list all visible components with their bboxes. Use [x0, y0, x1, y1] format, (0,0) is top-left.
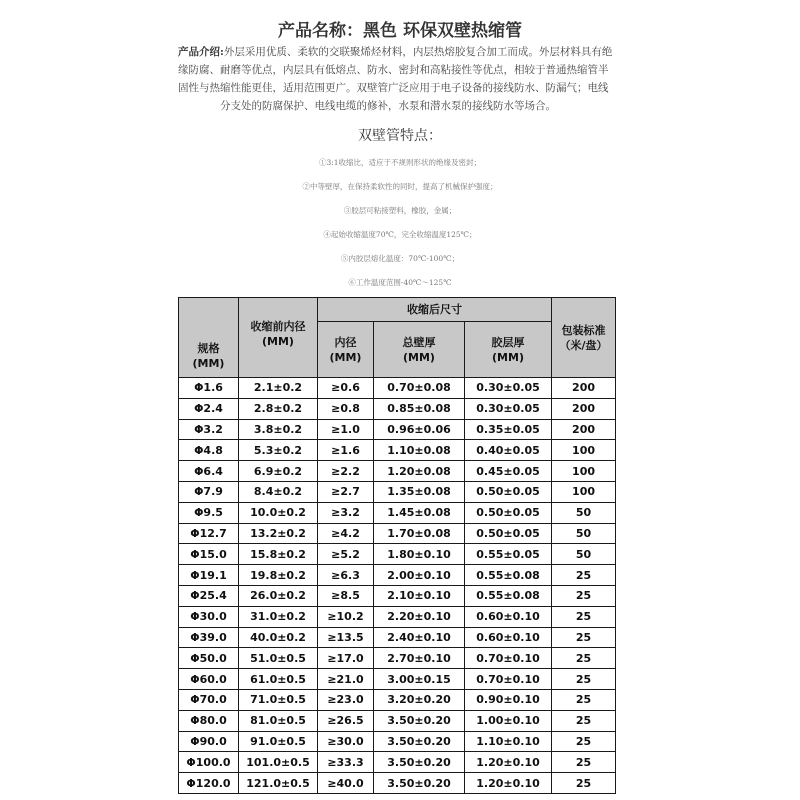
cell-spec: Φ120.0 [179, 773, 239, 794]
cell-wall: 2.20±0.10 [374, 606, 465, 627]
cell-spec: Φ2.4 [179, 398, 239, 419]
cell-spec: Φ50.0 [179, 648, 239, 669]
cell-glue: 0.55±0.08 [465, 585, 552, 606]
cell-spec: Φ9.5 [179, 502, 239, 523]
cell-pack: 25 [552, 710, 616, 731]
cell-glue: 0.30±0.05 [465, 378, 552, 399]
cell-wall: 1.10±0.08 [374, 440, 465, 461]
table-row [179, 731, 616, 752]
header-spec-name: 规格 [197, 342, 220, 355]
table-row [179, 523, 616, 544]
table-row [179, 481, 616, 502]
cell-pre-inner: 91.0±0.5 [239, 731, 318, 752]
header-after-group: 收缩后尺寸 [318, 298, 552, 322]
table-row [179, 419, 616, 440]
table-row [179, 627, 616, 648]
cell-pre-inner: 26.0±0.2 [239, 585, 318, 606]
table-row [179, 606, 616, 627]
header-glue-unit: (MM) [492, 350, 524, 364]
table-row [179, 648, 616, 669]
cell-inner: ≥2.2 [318, 461, 374, 482]
cell-inner: ≥30.0 [318, 731, 374, 752]
cell-glue: 1.20±0.10 [465, 752, 552, 773]
cell-inner: ≥0.8 [318, 398, 374, 419]
cell-pre-inner: 5.3±0.2 [239, 440, 318, 461]
cell-pack: 100 [552, 461, 616, 482]
cell-pre-inner: 71.0±0.5 [239, 689, 318, 710]
cell-pre-inner: 101.0±0.5 [239, 752, 318, 773]
table-row [179, 440, 616, 461]
cell-wall: 1.35±0.08 [374, 481, 465, 502]
cell-inner: ≥33.3 [318, 752, 374, 773]
header-glue-name: 胶层厚 [491, 335, 525, 349]
cell-glue: 0.50±0.05 [465, 502, 552, 523]
cell-spec: Φ80.0 [179, 710, 239, 731]
cell-pre-inner: 2.1±0.2 [239, 378, 318, 399]
cell-inner: ≥3.2 [318, 502, 374, 523]
cell-pack: 100 [552, 440, 616, 461]
table-row [179, 398, 616, 419]
intro-line-2: 缘防腐、耐磨等优点，内层具有低熔点、防水、密封和高粘接性等优点，相较于普通热缩管半 [178, 64, 609, 76]
cell-pack: 50 [552, 502, 616, 523]
cell-pack: 25 [552, 648, 616, 669]
cell-pack: 25 [552, 731, 616, 752]
cell-wall: 3.50±0.20 [374, 773, 465, 794]
header-spec-unit: (MM) [192, 357, 225, 370]
table-row [179, 585, 616, 606]
header-inner-name: 内径 [334, 335, 357, 349]
cell-glue: 0.55±0.05 [465, 544, 552, 565]
header-inner [318, 322, 374, 378]
cell-spec: Φ30.0 [179, 606, 239, 627]
feature-item: ⑤内胶层熔化温度：70℃-100℃； [340, 254, 460, 263]
cell-inner: ≥6.3 [318, 565, 374, 586]
cell-glue: 0.45±0.05 [465, 461, 552, 482]
cell-spec: Φ7.9 [179, 481, 239, 502]
cell-glue: 0.35±0.05 [465, 419, 552, 440]
cell-pre-inner: 81.0±0.5 [239, 710, 318, 731]
cell-spec: Φ19.1 [179, 565, 239, 586]
intro-label: 产品介绍: [178, 46, 224, 58]
cell-pack: 100 [552, 481, 616, 502]
cell-pack: 50 [552, 523, 616, 544]
intro-line-4: 分支处的防腐保护、电线电缆的修补，水泵和潜水泵的接线防水等场合。 [220, 100, 556, 112]
cell-pack: 25 [552, 606, 616, 627]
cell-glue: 0.50±0.05 [465, 481, 552, 502]
cell-spec: Φ39.0 [179, 627, 239, 648]
cell-glue: 0.40±0.05 [465, 440, 552, 461]
cell-pre-inner: 3.8±0.2 [239, 419, 318, 440]
feature-item: ②中等壁厚，在保持柔软性的同时，提高了机械保护强度； [302, 182, 498, 191]
cell-glue: 0.60±0.10 [465, 606, 552, 627]
cell-wall: 1.70±0.08 [374, 523, 465, 544]
cell-pack: 25 [552, 669, 616, 690]
cell-pack: 200 [552, 378, 616, 399]
header-pre-inner-unit: (MM) [262, 334, 294, 348]
cell-inner: ≥5.2 [318, 544, 374, 565]
cell-wall: 3.50±0.20 [374, 710, 465, 731]
cell-wall: 0.70±0.08 [374, 378, 465, 399]
cell-glue: 0.50±0.05 [465, 523, 552, 544]
table-row [179, 544, 616, 565]
features-list [0, 151, 800, 295]
cell-spec: Φ90.0 [179, 731, 239, 752]
header-spec [179, 298, 239, 378]
cell-pack: 25 [552, 585, 616, 606]
cell-inner: ≥0.6 [318, 378, 374, 399]
cell-glue: 0.30±0.05 [465, 398, 552, 419]
spec-table [178, 297, 616, 794]
cell-glue: 0.70±0.10 [465, 648, 552, 669]
table-row [179, 502, 616, 523]
table-row [179, 773, 616, 794]
cell-pre-inner: 2.8±0.2 [239, 398, 318, 419]
cell-wall: 2.40±0.10 [374, 627, 465, 648]
cell-glue: 1.10±0.10 [465, 731, 552, 752]
cell-pack: 25 [552, 773, 616, 794]
cell-wall: 2.10±0.10 [374, 585, 465, 606]
cell-inner: ≥4.2 [318, 523, 374, 544]
cell-spec: Φ60.0 [179, 669, 239, 690]
cell-pack: 25 [552, 752, 616, 773]
cell-pack: 200 [552, 398, 616, 419]
product-intro [178, 43, 626, 115]
cell-spec: Φ70.0 [179, 689, 239, 710]
table-row [179, 461, 616, 482]
cell-wall: 0.85±0.08 [374, 398, 465, 419]
cell-inner: ≥26.5 [318, 710, 374, 731]
product-title: 产品名称：黑色 环保双壁热缩管 [278, 21, 522, 41]
cell-wall: 0.96±0.06 [374, 419, 465, 440]
cell-inner: ≥13.5 [318, 627, 374, 648]
cell-spec: Φ100.0 [179, 752, 239, 773]
cell-glue: 1.00±0.10 [465, 710, 552, 731]
features-title: 双壁管特点： [358, 128, 442, 144]
intro-text-1: 外层采用优质、柔软的交联聚烯烃材料，内层热熔胶复合加工而成。外层材料具有绝 [223, 46, 613, 58]
cell-pre-inner: 19.8±0.2 [239, 565, 318, 586]
cell-wall: 2.70±0.10 [374, 648, 465, 669]
table-row [179, 669, 616, 690]
cell-spec: Φ1.6 [179, 378, 239, 399]
cell-inner: ≥8.5 [318, 585, 374, 606]
cell-inner: ≥21.0 [318, 669, 374, 690]
cell-wall: 1.45±0.08 [374, 502, 465, 523]
intro-line-1 [178, 43, 626, 61]
cell-pre-inner: 13.2±0.2 [239, 523, 318, 544]
feature-item: ③胶层可粘接塑料，橡胶，金属； [343, 206, 457, 215]
header-wall-name: 总壁厚 [402, 335, 436, 349]
cell-inner: ≥10.2 [318, 606, 374, 627]
cell-wall: 1.80±0.10 [374, 544, 465, 565]
header-pack [552, 298, 616, 378]
table-row [179, 565, 616, 586]
cell-spec: Φ15.0 [179, 544, 239, 565]
cell-spec: Φ6.4 [179, 461, 239, 482]
header-pack-name: 包装标准 [561, 323, 606, 337]
cell-pre-inner: 10.0±0.2 [239, 502, 318, 523]
cell-pre-inner: 31.0±0.2 [239, 606, 318, 627]
cell-inner: ≥23.0 [318, 689, 374, 710]
header-wall-unit: (MM) [403, 350, 435, 364]
cell-inner: ≥1.6 [318, 440, 374, 461]
cell-pack: 50 [552, 544, 616, 565]
cell-wall: 1.20±0.08 [374, 461, 465, 482]
cell-pre-inner: 51.0±0.5 [239, 648, 318, 669]
cell-glue: 0.55±0.08 [465, 565, 552, 586]
header-pre-inner-name: 收缩前内径 [250, 319, 306, 333]
cell-pre-inner: 40.0±0.2 [239, 627, 318, 648]
feature-item: ④起始收缩温度70℃，完全收缩温度125℃； [323, 230, 477, 239]
cell-glue: 1.20±0.10 [465, 773, 552, 794]
header-pre-inner [239, 298, 318, 378]
cell-wall: 2.00±0.10 [374, 565, 465, 586]
cell-wall: 3.20±0.20 [374, 689, 465, 710]
table-row [179, 378, 616, 399]
cell-spec: Φ25.4 [179, 585, 239, 606]
cell-wall: 3.50±0.20 [374, 752, 465, 773]
feature-item: ①3:1收缩比，适应于不规则形状的绝缘及密封； [318, 158, 482, 167]
cell-spec: Φ3.2 [179, 419, 239, 440]
feature-item: ⑥工作温度范围-40℃～125℃ [348, 278, 452, 287]
cell-inner: ≥2.7 [318, 481, 374, 502]
header-glue [465, 322, 552, 378]
cell-pack: 25 [552, 627, 616, 648]
cell-pre-inner: 8.4±0.2 [239, 481, 318, 502]
intro-line-3: 固性与热缩性能更佳，适用范围更广。双壁管广泛应用于电子设备的接线防水、防漏气；电线 [178, 82, 609, 94]
header-pack-unit: （米/盘） [559, 338, 608, 352]
cell-glue: 0.60±0.10 [465, 627, 552, 648]
cell-inner: ≥1.0 [318, 419, 374, 440]
cell-pack: 25 [552, 689, 616, 710]
cell-pack: 25 [552, 565, 616, 586]
table-row [179, 752, 616, 773]
header-inner-unit: (MM) [329, 350, 362, 364]
cell-spec: Φ4.8 [179, 440, 239, 461]
cell-inner: ≥17.0 [318, 648, 374, 669]
cell-pre-inner: 121.0±0.5 [239, 773, 318, 794]
cell-wall: 3.50±0.20 [374, 731, 465, 752]
cell-spec: Φ12.7 [179, 523, 239, 544]
cell-wall: 3.00±0.15 [374, 669, 465, 690]
table-row [179, 689, 616, 710]
header-wall [374, 322, 465, 378]
cell-glue: 0.70±0.10 [465, 669, 552, 690]
cell-pack: 200 [552, 419, 616, 440]
cell-glue: 0.90±0.10 [465, 689, 552, 710]
cell-pre-inner: 6.9±0.2 [239, 461, 318, 482]
cell-inner: ≥40.0 [318, 773, 374, 794]
cell-pre-inner: 15.8±0.2 [239, 544, 318, 565]
table-row [179, 710, 616, 731]
spec-table-body [179, 378, 616, 794]
cell-pre-inner: 61.0±0.5 [239, 669, 318, 690]
